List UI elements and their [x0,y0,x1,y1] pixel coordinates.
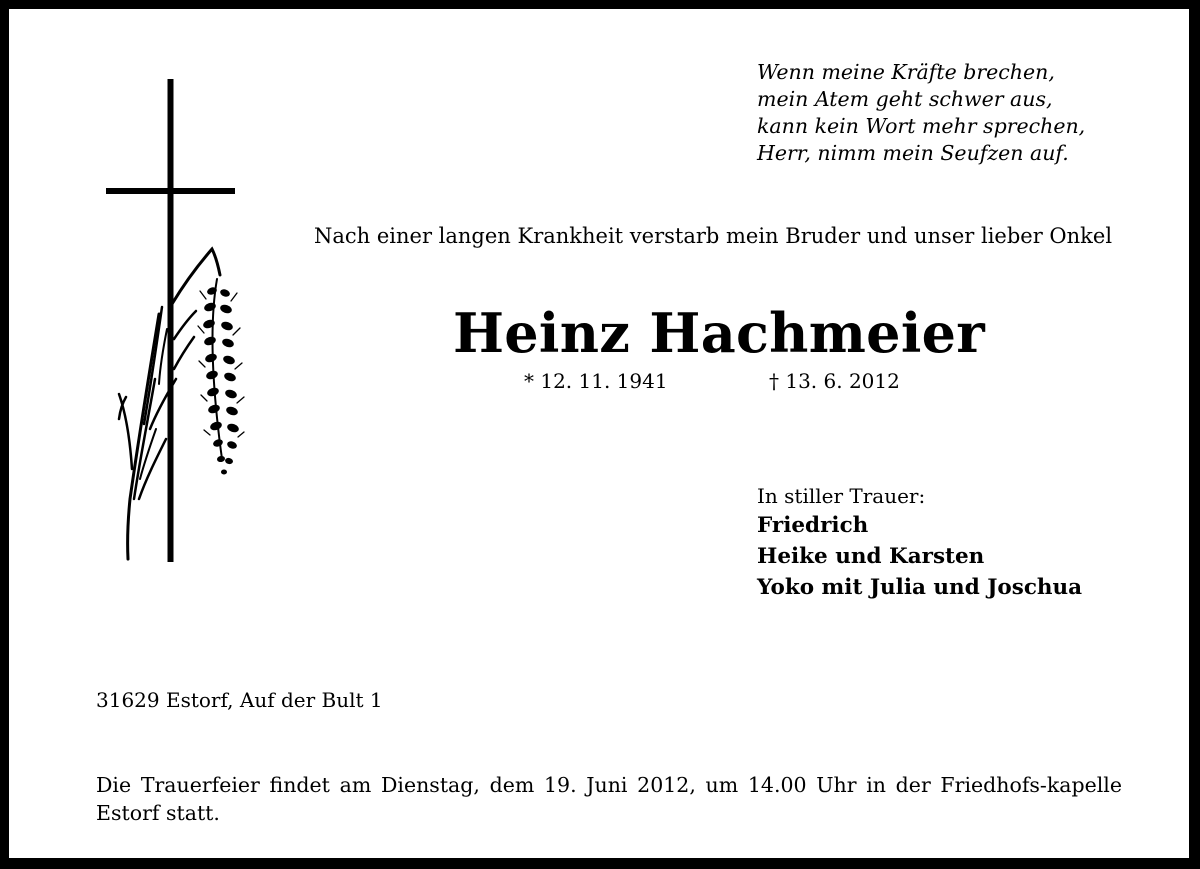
intro-text: Nach einer langen Krankheit verstarb mein Bruder und unser lieber Onkel [314,224,1113,248]
mourners-heading: In stiller Trauer: [757,484,926,508]
death-date: † 13. 6. 2012 [769,369,900,393]
cross-with-wheat-icon [104,79,254,564]
birth-date: * 12. 11. 1941 [524,369,668,393]
funeral-service-notice: Die Trauerfeier findet am Dienstag, dem 19. Juni 2012, um 14.00 Uhr in der Friedhofs-kapelle Estorf statt. [96,773,1122,825]
verse-line: mein Atem geht schwer aus, [757,87,1053,111]
deceased-name: Heinz Hachmeier [452,301,986,365]
verse [757,59,1177,167]
verse-line: Wenn meine Kräfte brechen, [757,60,1055,84]
family-address: 31629 Estorf, Auf der Bult 1 [96,688,383,712]
verse-line: kann kein Wort mehr sprechen, [757,114,1086,138]
verse-line: Herr, nimm mein Seufzen auf. [757,141,1069,165]
mourner-name: Friedrich [757,513,869,538]
mourners-block [757,483,1197,603]
mourner-name: Yoko mit Julia und Joschua [757,575,1083,600]
mourner-name: Heike und Karsten [757,544,985,569]
